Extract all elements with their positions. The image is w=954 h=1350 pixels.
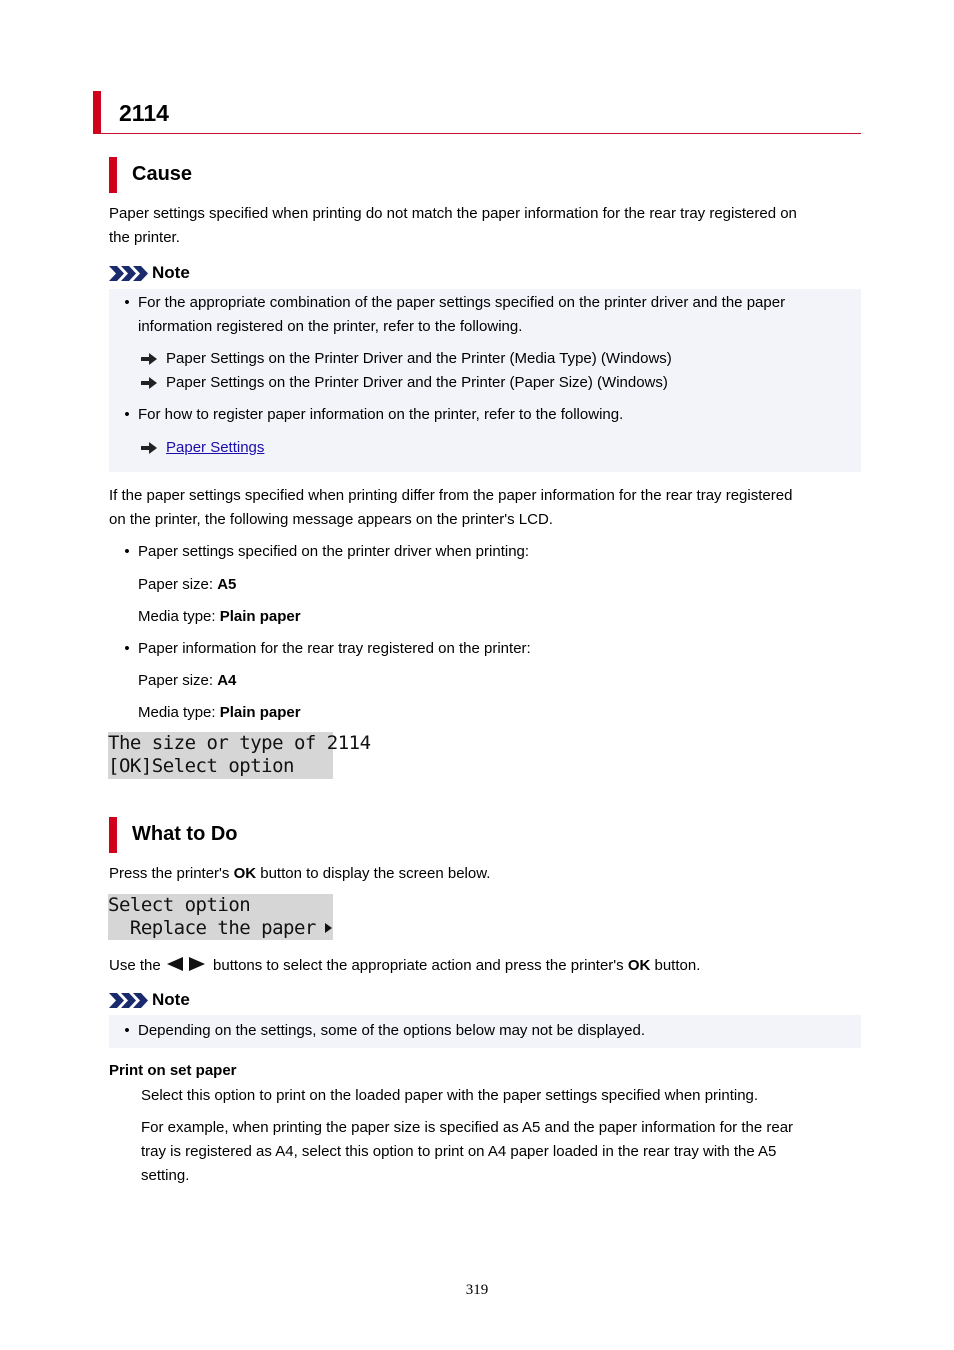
paper-size-label: Paper size: <box>138 576 218 593</box>
paper-settings-link-text[interactable]: Paper Settings <box>166 439 265 456</box>
media-type-label: Media type: <box>138 704 220 721</box>
arrow-right-icon <box>141 353 157 365</box>
heading-accent-bar <box>93 91 101 133</box>
what-to-do-heading: What to Do <box>132 823 238 845</box>
tray-media-type <box>138 701 301 725</box>
ref-link-media-type[interactable]: Paper Settings on the Printer Driver and the Printer (Media Type) (Windows) <box>166 350 672 367</box>
tray-paper-size <box>138 669 236 693</box>
media-type-label: Media type: <box>138 608 220 625</box>
ref-link-paper-size[interactable]: Paper Settings on the Printer Driver and the Printer (Paper Size) (Windows) <box>166 374 668 391</box>
note-item-1-line-1: For the appropriate combination of the paper settings specified on the printer driver and the paper <box>138 294 786 311</box>
option-title: Print on set paper <box>109 1062 237 1079</box>
press-ok-text: Press the printer's <box>109 865 234 882</box>
use-buttons-paragraph <box>109 954 889 978</box>
example-line-1: For example, when printing the paper size is specified as A5 and the paper information for the rear <box>141 1119 794 1136</box>
body-line-2: on the printer, the following message appears on the printer's LCD. <box>109 511 553 528</box>
page-number: 319 <box>465 1282 489 1298</box>
note-chevrons-icon <box>109 993 149 1008</box>
option-example <box>141 1116 861 1188</box>
example-line-3: setting. <box>141 1167 190 1184</box>
option-description: Select this option to print on the loaded paper with the paper settings specified when printing. <box>141 1087 759 1104</box>
lcd-line-2: [OK]Select option <box>108 755 294 777</box>
press-ok-paragraph <box>109 862 869 886</box>
driver-paper-size <box>138 573 236 597</box>
lcd-line-2: Replace the paper <box>108 917 316 939</box>
ok-label: OK <box>627 957 651 974</box>
use-text: Use the <box>109 957 161 974</box>
bullet-icon: • <box>124 543 130 560</box>
left-right-buttons-icon <box>167 957 207 971</box>
lcd-screen-select-option <box>108 894 333 940</box>
lcd-line-1: Select option <box>108 894 251 916</box>
paper-size-value: A5 <box>217 576 237 593</box>
example-line-2: tray is registered as A4, select this option to print on A4 paper loaded in the rear tray with the A5 <box>141 1143 777 1160</box>
cause-heading: Cause <box>132 163 193 185</box>
note-item-1 <box>138 291 853 339</box>
cause-line-2: the printer. <box>109 229 180 246</box>
note-2-item: Depending on the settings, some of the options below may not be displayed. <box>138 1022 645 1039</box>
media-type-value: Plain paper <box>219 608 301 625</box>
bullet-icon: • <box>124 1022 130 1039</box>
cause-line-1: Paper settings specified when printing do not match the paper information for the rear tray registered on <box>109 205 797 222</box>
note-item-2: For how to register paper information on the printer, refer to the following. <box>138 406 624 423</box>
media-type-value: Plain paper <box>219 704 301 721</box>
lcd-right-arrow-icon <box>325 923 332 933</box>
arrow-right-icon <box>141 442 157 454</box>
paper-size-value: A4 <box>217 672 237 689</box>
body-paragraph <box>109 484 869 532</box>
paper-size-label: Paper size: <box>138 672 218 689</box>
bullet-driver-settings: Paper settings specified on the printer driver when printing: <box>138 543 530 560</box>
note-heading <box>109 263 309 283</box>
use-text-middle: buttons to select the appropriate action and press the printer's <box>213 957 628 974</box>
note-chevrons-icon <box>109 266 149 281</box>
ok-label: OK <box>233 865 257 882</box>
bullet-tray-info: Paper information for the rear tray registered on the printer: <box>138 640 531 657</box>
note-heading <box>109 990 309 1010</box>
paper-settings-link[interactable] <box>166 436 264 460</box>
bullet-icon: • <box>124 640 130 657</box>
page-title: 2114 <box>119 100 169 126</box>
lcd-screen-error <box>108 732 371 779</box>
bullet-icon: • <box>124 294 130 311</box>
note-label: Note <box>152 990 190 1009</box>
arrow-right-icon <box>141 377 157 389</box>
heading-accent-bar <box>109 817 117 853</box>
note-item-1-line-2: information registered on the printer, refer to the following. <box>138 318 523 335</box>
cause-heading-block <box>109 157 409 193</box>
press-ok-text-end: button to display the screen below. <box>256 865 491 882</box>
bullet-icon: • <box>124 406 130 423</box>
cause-paragraph <box>109 202 869 250</box>
body-line-1: If the paper settings specified when printing differ from the paper information for the rear tray registered <box>109 487 793 504</box>
use-text-end: button. <box>650 957 701 974</box>
heading-accent-bar <box>109 157 117 193</box>
page-title-block <box>93 91 861 134</box>
driver-media-type <box>138 605 301 629</box>
note-label: Note <box>152 263 190 282</box>
lcd-line-1: The size or type of 2114 <box>108 732 371 754</box>
what-to-do-heading-block <box>109 817 409 853</box>
